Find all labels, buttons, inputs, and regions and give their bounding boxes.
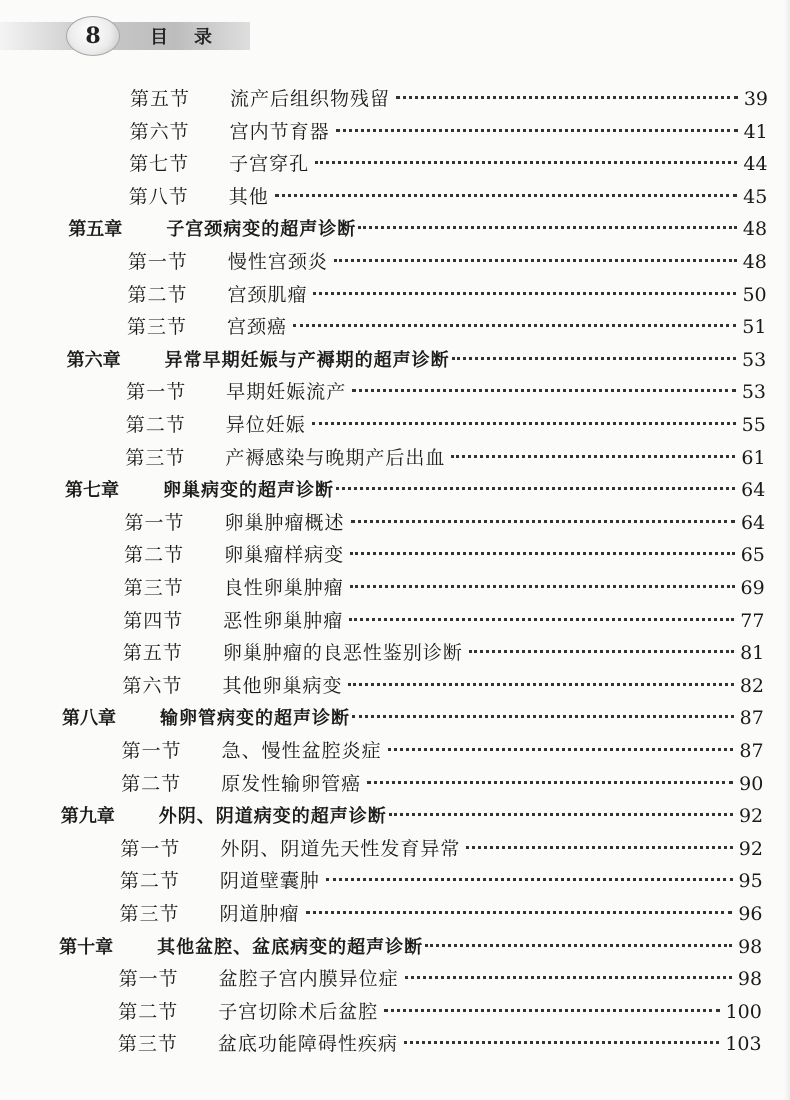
toc-section-row: [120, 899, 763, 929]
page-number-ref: 45: [743, 185, 768, 208]
page-number-ref: 98: [737, 968, 763, 991]
section-label: 第六节: [129, 120, 190, 143]
section-label: 第一节: [120, 837, 181, 860]
section-label: 第三节: [123, 577, 184, 599]
page-number-ref: 103: [725, 1033, 762, 1056]
section-label: 第二节: [124, 544, 185, 567]
section-label: 第二节: [127, 283, 188, 306]
running-title: 目录: [150, 27, 238, 48]
chapter-label: 第八章: [62, 708, 117, 730]
dot-leader: [451, 455, 735, 458]
dot-leader: [326, 878, 733, 881]
page-number-ref: 69: [740, 577, 765, 599]
dot-leader: [306, 911, 733, 914]
toc-section-row: [126, 410, 766, 440]
page-number-ref: 100: [725, 1000, 762, 1023]
chapter-title: 卵巢病变的超声诊断: [162, 480, 334, 502]
chapter-label: 第十章: [59, 936, 114, 958]
dot-leader: [367, 781, 733, 784]
chapter-title: 外阴、阴道病变的超声诊断: [158, 806, 387, 828]
chapter-title: 子宫颈病变的超声诊断: [166, 219, 357, 241]
toc-chapter-row: [67, 345, 767, 375]
section-label: 第七节: [129, 153, 190, 176]
section-label: 第一节: [124, 511, 185, 534]
section-title: 宫颈肌瘤: [227, 283, 308, 306]
page-number-ref: 95: [738, 870, 763, 893]
toc-section-row: [121, 769, 763, 799]
page-number-ref: 90: [739, 772, 764, 795]
toc-section-row: [119, 964, 762, 994]
section-label: 第五节: [122, 642, 183, 665]
toc-section-row: [118, 997, 762, 1027]
section-title: 慢性宫颈炎: [227, 251, 328, 273]
toc-section-row: [127, 312, 766, 342]
scan-edge-shadow: [784, 0, 790, 1100]
dot-leader: [452, 357, 736, 360]
chapter-title: 异常早期妊娠与产褥期的超声诊断: [164, 349, 450, 371]
section-title: 良性卵巢肿瘤: [223, 577, 344, 599]
page-number-ref: 51: [742, 316, 767, 339]
dot-leader: [404, 1041, 720, 1044]
page-number-ref: 64: [741, 479, 766, 502]
page-number-ref: 48: [742, 218, 768, 241]
dot-leader: [405, 976, 732, 979]
dot-leader: [350, 585, 735, 588]
page-number-ref: 65: [740, 544, 765, 567]
section-label: 第三节: [125, 446, 186, 469]
chapter-label: 第七章: [64, 480, 119, 502]
toc-section-row: [120, 834, 763, 864]
dot-leader: [313, 292, 736, 295]
toc-section-row: [125, 508, 766, 538]
toc-section-row: [128, 247, 767, 277]
section-title: 其他卵巢病变: [222, 674, 343, 697]
chapter-title: 其他盆腔、盆底病变的超声诊断: [157, 936, 424, 958]
dot-leader: [315, 161, 737, 164]
toc-section-row: [125, 443, 765, 473]
section-title: 卵巢瘤样病变: [224, 544, 345, 567]
section-title: 宫内节育器: [229, 120, 330, 143]
page-number: 8: [85, 23, 101, 49]
chapter-title: 输卵管病变的超声诊断: [160, 708, 351, 730]
toc-section-row: [129, 182, 768, 212]
section-title: 产褥感染与晚期产后出血: [225, 446, 446, 469]
section-label: 第二节: [121, 772, 182, 795]
dot-leader: [396, 96, 738, 99]
toc-section-row: [118, 1029, 762, 1059]
section-title: 外阴、阴道先天性发育异常: [220, 837, 461, 860]
section-label: 第四节: [123, 609, 184, 632]
section-label: 第一节: [121, 740, 182, 762]
dot-leader: [352, 715, 734, 718]
dot-leader: [312, 422, 736, 425]
section-label: 第一节: [127, 251, 188, 273]
toc-section-row: [123, 606, 764, 636]
dot-leader: [388, 748, 734, 751]
dot-leader: [348, 683, 733, 686]
section-title: 早期妊娠流产: [226, 381, 347, 404]
section-title: 盆腔子宫内膜异位症: [218, 968, 399, 991]
page-number-ref: 64: [740, 511, 766, 534]
section-label: 第五节: [130, 88, 191, 110]
section-title: 恶性卵巢肿瘤: [223, 609, 344, 632]
dot-leader: [349, 618, 734, 621]
dot-leader: [425, 944, 732, 947]
section-title: 宫颈癌: [227, 316, 288, 339]
page-number-ref: 87: [739, 740, 764, 762]
section-title: 子宫穿孔: [229, 153, 310, 176]
section-title: 阴道肿瘤: [219, 903, 300, 925]
section-label: 第一节: [126, 381, 187, 404]
section-title: 阴道壁囊肿: [219, 870, 320, 893]
page-number-ref: 96: [738, 903, 763, 925]
toc-section-row: [122, 671, 764, 701]
toc-section-row: [126, 377, 766, 407]
page-number-ref: 92: [738, 837, 763, 860]
page-number-ref: 39: [743, 88, 768, 110]
dot-leader: [384, 1009, 719, 1012]
section-title: 卵巢肿瘤的良恶性鉴别诊断: [222, 642, 463, 665]
page-number-ref: 53: [741, 381, 767, 404]
toc-section-row: [127, 280, 766, 310]
toc-chapter-row: [59, 932, 762, 962]
toc-section-row: [124, 573, 765, 603]
page-number-ref: 81: [740, 642, 765, 665]
section-label: 第二节: [118, 1000, 179, 1023]
toc-chapter-row: [65, 475, 765, 505]
dot-leader: [352, 389, 736, 392]
section-title: 卵巢肿瘤概述: [224, 511, 345, 534]
dot-leader: [350, 552, 735, 555]
toc-section-row: [123, 638, 764, 668]
page-number-ref: 53: [742, 348, 767, 371]
dot-leader: [389, 813, 733, 816]
dot-leader: [336, 487, 735, 490]
page-number-ref: 61: [741, 446, 766, 469]
toc-section-row: [120, 866, 763, 896]
chapter-label: 第六章: [66, 349, 121, 371]
dot-leader: [336, 129, 738, 132]
section-label: 第三节: [127, 316, 188, 339]
section-label: 第八节: [128, 185, 189, 208]
dot-leader: [275, 194, 737, 197]
page-number-ref: 77: [740, 609, 765, 632]
page-number-ref: 55: [741, 414, 766, 436]
section-title: 盆底功能障碍性疾病: [217, 1033, 398, 1056]
dot-leader: [334, 259, 737, 262]
toc-section-row: [124, 540, 765, 570]
section-label: 第二节: [119, 870, 180, 893]
page-number-ref: 82: [739, 674, 765, 697]
toc-chapter-row: [61, 801, 763, 831]
page-number-ref: 41: [743, 120, 768, 143]
toc-chapter-row: [68, 214, 767, 244]
section-title: 流产后组织物残留: [230, 88, 391, 110]
dot-leader: [358, 226, 737, 229]
section-label: 第一节: [118, 968, 179, 991]
page-number-ref: 48: [742, 251, 767, 273]
section-label: 第三节: [117, 1033, 178, 1056]
dot-leader: [351, 520, 735, 523]
toc-section-row: [130, 117, 768, 147]
section-title: 急、慢性盆腔炎症: [221, 740, 382, 762]
page-number-ref: 44: [743, 153, 768, 176]
section-label: 第二节: [125, 414, 186, 436]
toc-section-row: [130, 84, 768, 114]
page-number-ref: 87: [739, 707, 764, 730]
section-label: 第三节: [119, 903, 180, 925]
section-title: 异位妊娠: [225, 414, 306, 436]
section-title: 原发性输卵管癌: [221, 772, 362, 795]
toc-section-row: [129, 149, 767, 179]
toc-section-row: [122, 736, 764, 766]
dot-leader: [469, 650, 734, 653]
section-label: 第六节: [122, 674, 183, 697]
section-title: 子宫切除术后盆腔: [218, 1000, 379, 1023]
chapter-label: 第五章: [68, 219, 123, 241]
page-number-ref: 98: [738, 935, 763, 958]
section-title: 其他: [228, 185, 269, 208]
toc-chapter-row: [62, 703, 764, 733]
dot-leader: [466, 846, 732, 849]
chapter-label: 第九章: [60, 806, 115, 828]
page-number-ref: 50: [742, 283, 767, 306]
page-number-ref: 92: [738, 805, 764, 828]
dot-leader: [293, 324, 736, 327]
